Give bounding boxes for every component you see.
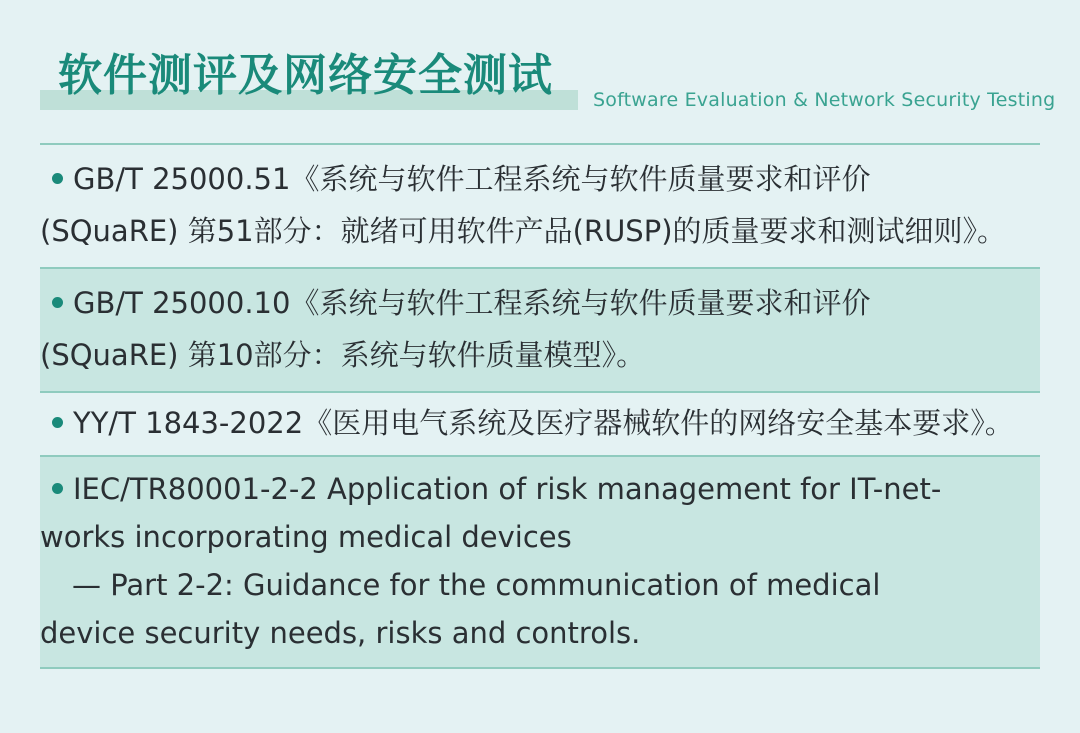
standards-list [40,143,1040,669]
list-item-text: (SQuaRE) 第10部分：系统与软件质量模型》。 [40,338,646,372]
list-item-text: device security needs, risks and controls. [40,616,641,650]
list-item [40,143,1040,267]
bullet-dot-icon [52,173,63,184]
title-block [40,44,580,110]
list-item-text: — Part 2-2: Guidance for the communication of medical [72,568,881,602]
list-item-text: works incorporating medical devices [40,520,572,554]
list-item-text: YY/T 1843-2022《医用电气系统及医疗器械软件的网络安全基本要求》。 [73,406,1014,440]
page-title: 软件测评及网络安全测试 [58,50,553,101]
list-item-text: GB/T 25000.10《系统与软件工程系统与软件质量要求和评价 [73,286,871,320]
list-item [40,455,1040,669]
list-item-text: (SQuaRE) 第51部分：就绪可用软件产品(RUSP)的质量要求和测试细则》。 [40,214,1007,248]
bullet-dot-icon [52,483,63,494]
page-subtitle: Software Evaluation & Network Security Testing [593,89,1056,111]
list-item-text: IEC/TR80001-2-2 Application of risk management for IT-net- [73,472,942,506]
bullet-dot-icon [52,297,63,308]
bullet-dot-icon [52,417,63,428]
list-item [40,391,1040,455]
list-item [40,267,1040,391]
list-item-text: GB/T 25000.51《系统与软件工程系统与软件质量要求和评价 [73,162,871,196]
